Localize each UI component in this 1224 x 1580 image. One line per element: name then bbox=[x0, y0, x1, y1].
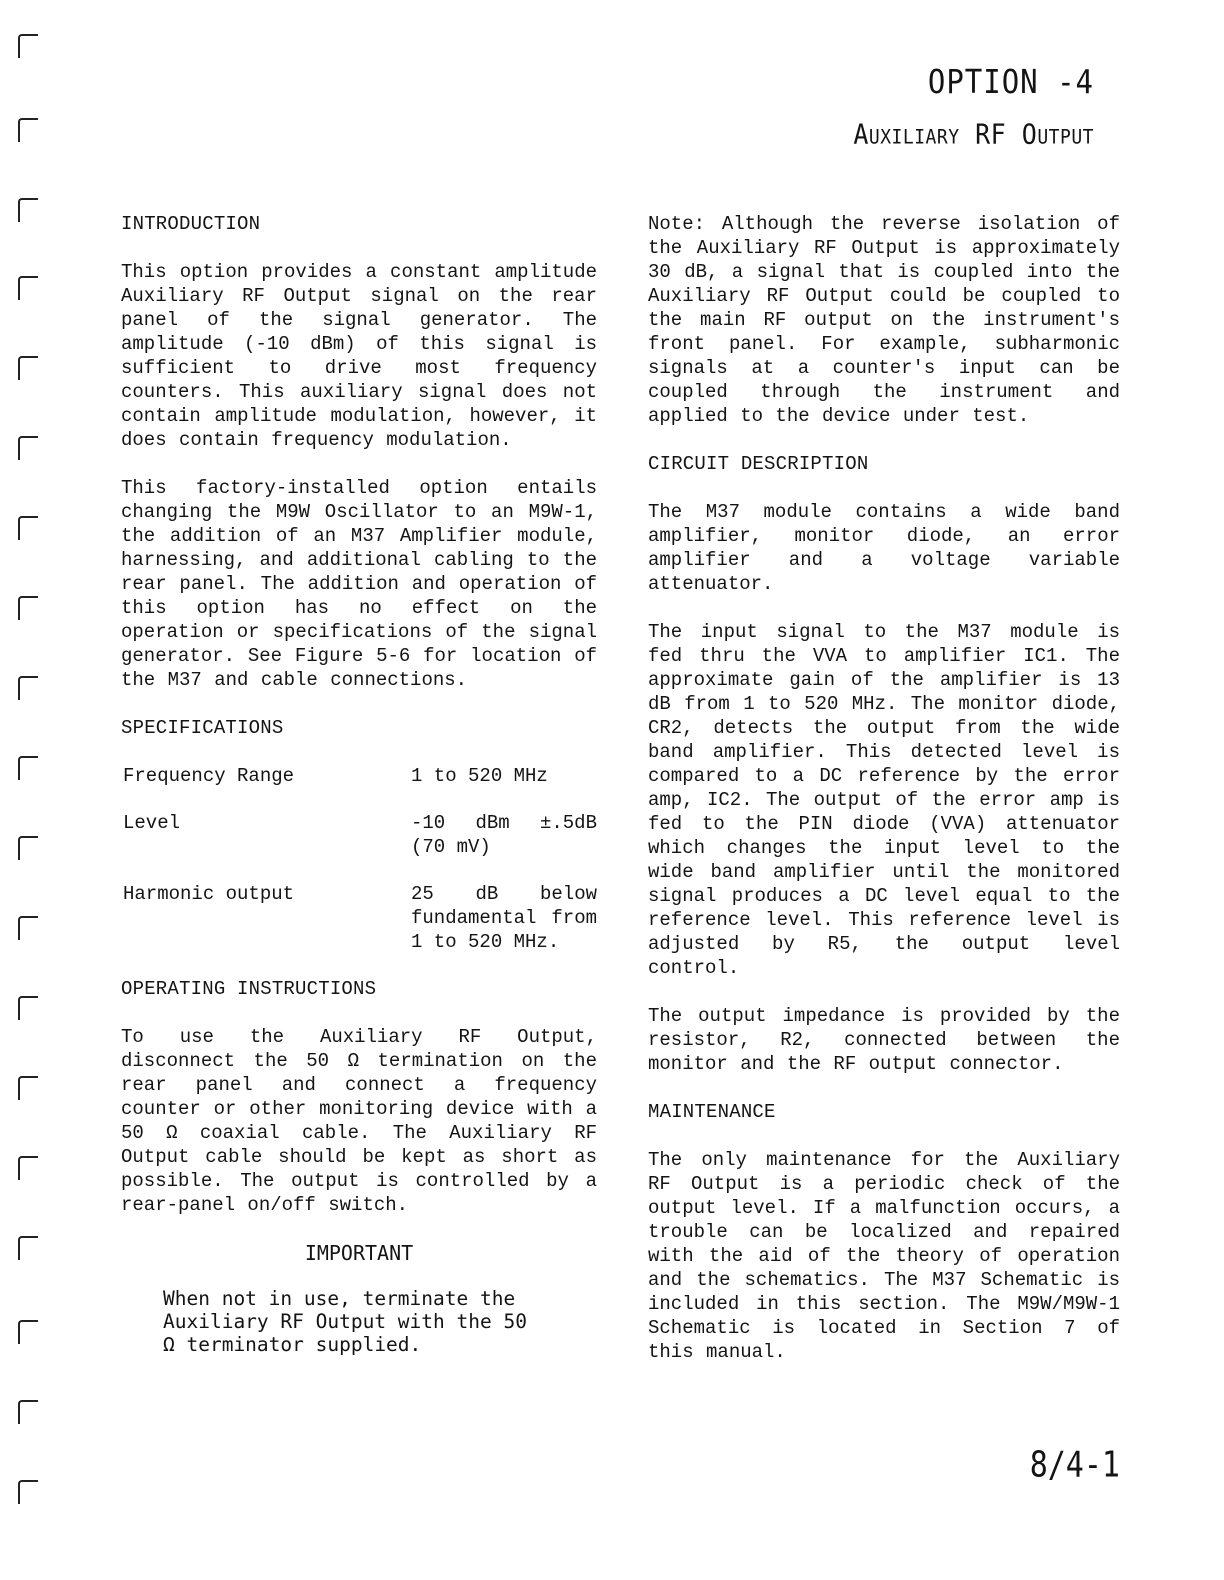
spec-row bbox=[121, 882, 597, 954]
right-column bbox=[648, 212, 1120, 1388]
page-number: 8/4-1 bbox=[1029, 1444, 1120, 1486]
binding-mark bbox=[18, 516, 38, 540]
important-heading: IMPORTANT bbox=[304, 1241, 414, 1265]
section-option-label: OPTION -4 bbox=[927, 62, 1094, 102]
binding-mark bbox=[18, 596, 38, 620]
binding-mark bbox=[18, 1400, 38, 1424]
binding-mark bbox=[18, 34, 38, 58]
maintenance-paragraph: The only maintenance for the Auxiliary RF Output is a periodic check of the output level. If a malfunction occurs, a trouble can be localized and repaired with the aid of the theory of operation and the schematics. The M37 Schematic is included in this section. The M9W/M9W-1 Schematic is located in Section 7 of this manual. bbox=[648, 1149, 1120, 1363]
binding-mark bbox=[18, 676, 38, 700]
maintenance-heading: MAINTENANCE bbox=[648, 1101, 776, 1123]
binding-mark bbox=[18, 996, 38, 1020]
binding-mark bbox=[18, 1480, 38, 1504]
spec-value: -10 dBm ±.5dB (70 mV) bbox=[411, 812, 597, 858]
binding-mark bbox=[18, 1156, 38, 1180]
circuit-description-paragraph: The input signal to the M37 module is fed thru the VVA to amplifier IC1. The approximate gain of the amplifier is 13 dB from 1 to 520 MHz. The monitor diode, CR2, detects the output from the wide band amplifier. This detected level is compared to a DC reference by the error amp, IC2. The output of the error amp is fed to the PIN diode (VVA) attenuator which changes the input level to the wide band amplifier until the monitored signal produces a DC level equal to the reference level. This reference level is adjusted by R5, the output level control. bbox=[648, 621, 1120, 979]
section-title: Auxiliary RF Output bbox=[853, 118, 1094, 150]
spec-value: 25 dB below fundamental from 1 to 520 MHz. bbox=[411, 883, 597, 953]
binding-mark bbox=[18, 1236, 38, 1260]
circuit-description-paragraph: The output impedance is provided by the resistor, R2, connected between the monitor and the RF output connector. bbox=[648, 1005, 1120, 1075]
binding-mark bbox=[18, 118, 38, 142]
important-notice: When not in use, terminate the Auxiliary RF Output with the 50 Ω terminator supplied. bbox=[163, 1287, 527, 1356]
specifications-table bbox=[121, 764, 597, 954]
binding-mark bbox=[18, 1320, 38, 1344]
binding-mark bbox=[18, 198, 38, 222]
spec-row bbox=[121, 764, 597, 788]
binding-mark bbox=[18, 836, 38, 860]
binding-mark bbox=[18, 1076, 38, 1100]
operating-instructions-heading: OPERATING INSTRUCTIONS bbox=[121, 978, 377, 1000]
left-column bbox=[121, 212, 597, 1356]
introduction-heading: INTRODUCTION bbox=[121, 213, 261, 235]
binding-mark bbox=[18, 916, 38, 940]
operating-instructions-paragraph: To use the Auxiliary RF Output, disconnect the 50 Ω termination on the rear panel and connect a frequency counter or other monitoring device with a 50 Ω coaxial cable. The Auxiliary RF Output cable should be kept as short as possible. The output is controlled by a rear-panel on/off switch. bbox=[121, 1026, 597, 1216]
binding-mark bbox=[18, 356, 38, 380]
binding-mark bbox=[18, 436, 38, 460]
circuit-description-paragraph: The M37 module contains a wide band amplifier, monitor diode, an error amplifier and a voltage variable attenuator. bbox=[648, 501, 1120, 595]
specifications-heading: SPECIFICATIONS bbox=[121, 717, 284, 739]
spec-value: 1 to 520 MHz bbox=[411, 765, 548, 787]
introduction-paragraph: This factory-installed option entails changing the M9W Oscillator to an M9W-1, the addition of an M37 Amplifier module, harnessing, and additional cabling to the rear panel. The addition and operation of this option has no effect on the operation or specifications of the signal generator. See Figure 5-6 for location of the M37 and cable connections. bbox=[121, 477, 597, 691]
introduction-paragraph: This option provides a constant amplitude Auxiliary RF Output signal on the rear panel of the signal generator. The amplitude (-10 dBm) of this signal is sufficient to drive most frequency counters. This auxiliary signal does not contain amplitude modulation, however, it does contain frequency modulation. bbox=[121, 261, 597, 451]
spec-label: Frequency Range bbox=[123, 765, 295, 787]
isolation-note: Note: Although the reverse isolation of the Auxiliary RF Output is approximately 30 dB, a signal that is coupled into the Auxiliary RF Output could be coupled to the main RF output on the instrument's front panel. For example, subharmonic signals at a counter's input can be coupled through the instrument and applied to the device under test. bbox=[648, 213, 1120, 427]
spec-label: Level bbox=[123, 812, 181, 834]
binding-mark bbox=[18, 756, 38, 780]
circuit-description-heading: CIRCUIT DESCRIPTION bbox=[648, 453, 869, 475]
spec-row bbox=[121, 811, 597, 859]
binding-mark bbox=[18, 276, 38, 300]
spec-label: Harmonic output bbox=[123, 883, 295, 905]
